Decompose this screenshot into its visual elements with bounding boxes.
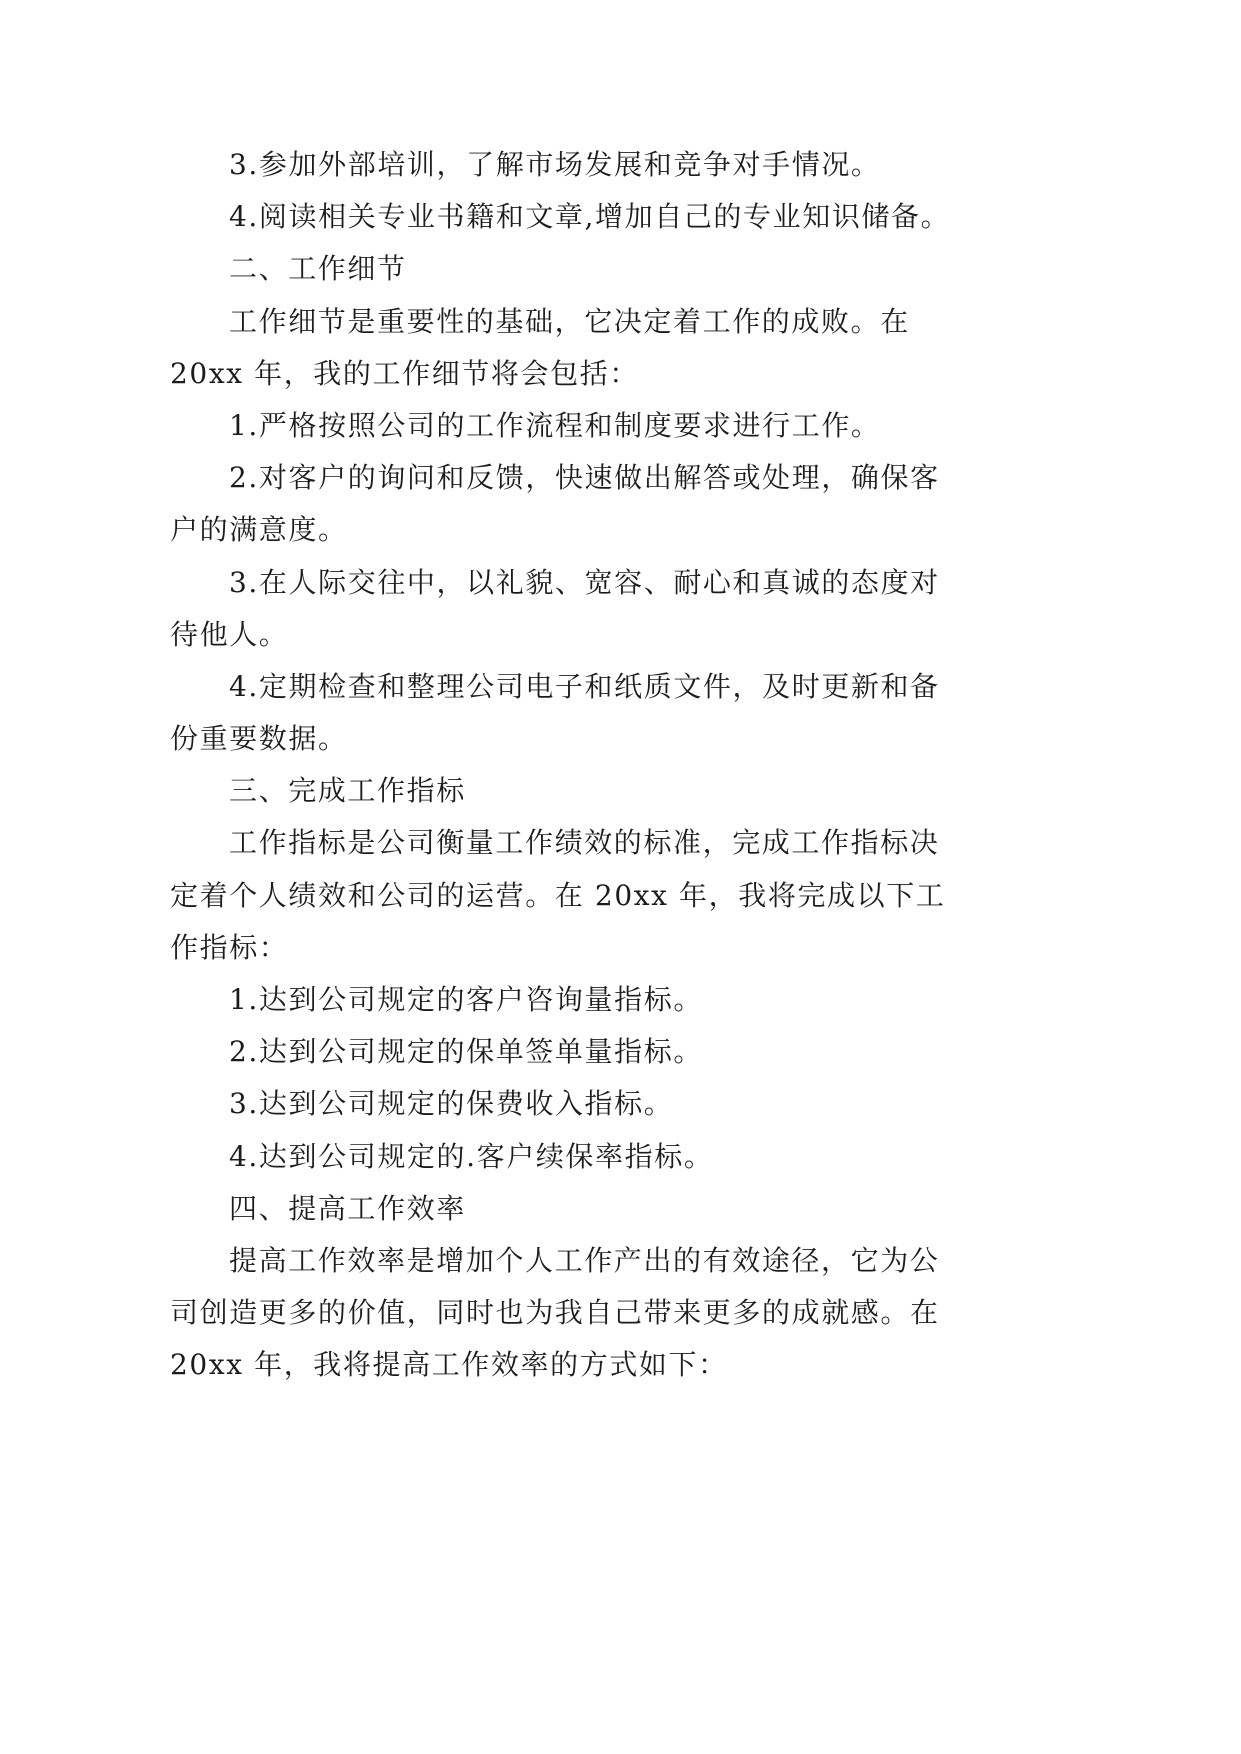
- document-body: [170, 139, 1130, 1392]
- list-item: 3.达到公司规定的保费收入指标。: [229, 1087, 674, 1121]
- paragraph-line: 20xx 年，我将提高工作效率的方式如下：: [170, 1348, 728, 1382]
- list-item: 2.对客户的询问和反馈，快速做出解答或处理，确保客: [229, 461, 940, 495]
- paragraph-line: 提高工作效率是增加个人工作产出的有效途径，它为公: [229, 1243, 940, 1277]
- list-item: 3.在人际交往中，以礼貌、宽容、耐心和真诚的态度对: [229, 565, 940, 599]
- paragraph-line: 工作细节是重要性的基础，它决定着工作的成败。在: [229, 304, 910, 338]
- list-item: 4.阅读相关专业书籍和文章,增加自己的专业知识储备。: [229, 200, 951, 234]
- section-heading: 三、完成工作指标: [229, 774, 466, 808]
- list-item: 4.达到公司规定的.客户续保率指标。: [229, 1139, 714, 1173]
- list-item-continuation: 份重要数据。: [170, 722, 348, 756]
- list-item: 1.严格按照公司的工作流程和制度要求进行工作。: [229, 408, 881, 442]
- list-item: 2.达到公司规定的保单签单量指标。: [229, 1035, 703, 1069]
- paragraph-line: 工作指标是公司衡量工作绩效的标准，完成工作指标决: [229, 826, 940, 860]
- list-item: 3.参加外部培训，了解市场发展和竞争对手情况。: [229, 148, 881, 181]
- list-item: 4.定期检查和整理公司电子和纸质文件，及时更新和备: [229, 669, 940, 703]
- list-item-continuation: 待他人。: [170, 617, 289, 651]
- list-item-continuation: 户的满意度。: [170, 513, 348, 547]
- paragraph-line: 司创造更多的价值，同时也为我自己带来更多的成就感。在: [170, 1296, 940, 1330]
- section-heading: 四、提高工作效率: [229, 1191, 466, 1225]
- paragraph-line: 定着个人绩效和公司的运营。在 20xx 年，我将完成以下工: [170, 878, 946, 912]
- paragraph-line: 20xx 年，我的工作细节将会包括：: [170, 356, 639, 390]
- list-item: 1.达到公司规定的客户咨询量指标。: [229, 983, 703, 1016]
- paragraph-line: 作指标：: [170, 930, 289, 964]
- section-heading: 二、工作细节: [229, 252, 407, 286]
